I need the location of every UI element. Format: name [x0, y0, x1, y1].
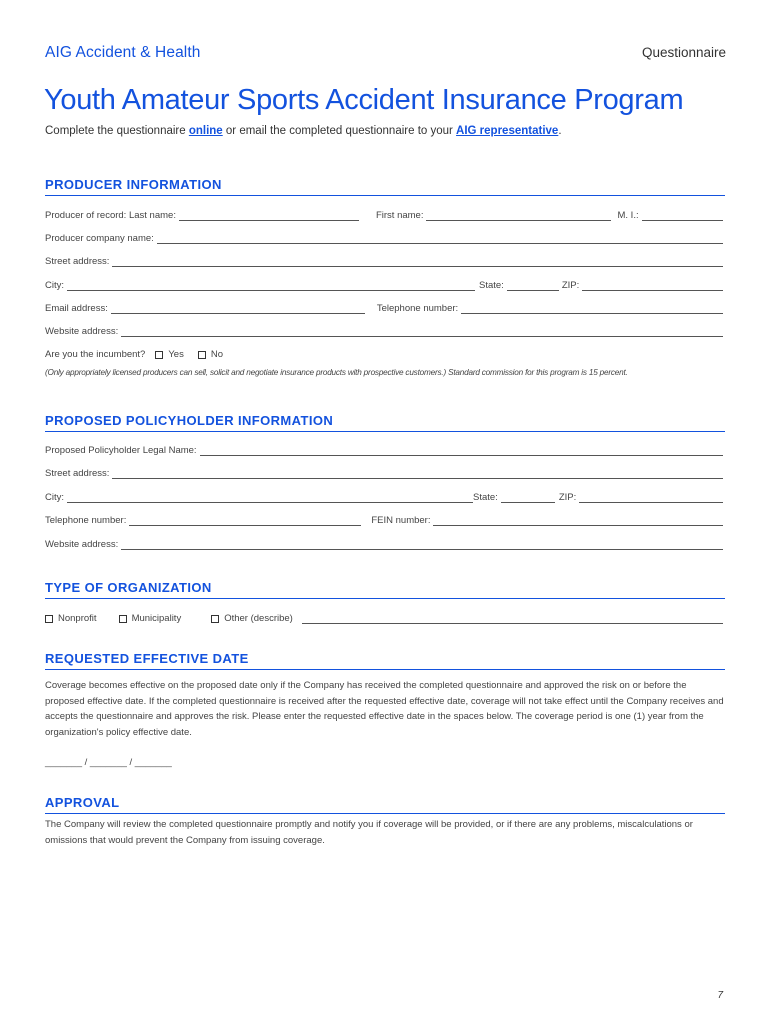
producer-mi-field[interactable]	[642, 210, 723, 221]
page-title: Youth Amateur Sports Accident Insurance Program	[44, 84, 684, 116]
organization-section-heading	[45, 579, 725, 599]
producer-note: (Only appropriately licensed producers can sell, solicit and negotiate insurance products with prospective customers.) Standard commission for this program is 15 percent.	[45, 368, 628, 377]
policyholder-fein-field[interactable]	[433, 515, 723, 526]
policyholder-state-field[interactable]	[501, 492, 555, 503]
yes-label: Yes	[168, 349, 184, 360]
producer-city-field[interactable]	[67, 280, 475, 291]
policyholder-city-label: City:	[45, 492, 64, 503]
producer-mi-label: M. I.:	[617, 210, 639, 221]
intro-before: Complete the questionnaire	[45, 125, 189, 137]
policyholder-street-row	[45, 463, 723, 479]
producer-city-row	[45, 275, 723, 291]
policyholder-heading-text: PROPOSED POLICYHOLDER INFORMATION	[45, 413, 334, 428]
producer-zip-field[interactable]	[582, 280, 723, 291]
policyholder-legal-name-label: Proposed Policyholder Legal Name:	[45, 445, 197, 456]
producer-last-name-field[interactable]	[179, 210, 359, 221]
producer-street-label: Street address:	[45, 256, 110, 267]
producer-email-label: Email address:	[45, 303, 108, 314]
nonprofit-option[interactable]	[45, 613, 97, 624]
producer-website-label: Website address:	[45, 326, 119, 337]
incumbent-yes-option[interactable]	[155, 349, 184, 360]
policyholder-fein-label: FEIN number:	[371, 515, 431, 526]
page-number: 7	[717, 990, 723, 1001]
online-link[interactable]: online	[188, 125, 223, 137]
policyholder-zip-field[interactable]	[579, 492, 723, 503]
policyholder-city-row	[45, 487, 723, 503]
no-checkbox[interactable]	[198, 351, 206, 359]
nonprofit-label: Nonprofit	[58, 613, 97, 624]
policyholder-website-row	[45, 534, 723, 550]
producer-email-field[interactable]	[111, 303, 365, 314]
policyholder-phone-label: Telephone number:	[45, 515, 127, 526]
policyholder-section-heading	[45, 412, 725, 432]
policyholder-legal-name-field[interactable]	[200, 445, 723, 456]
municipality-option[interactable]	[119, 613, 182, 624]
producer-state-label: State:	[479, 280, 504, 291]
producer-name-row	[45, 205, 723, 221]
policyholder-contact-row	[45, 510, 723, 526]
intro-middle: or email the completed questionnaire to your	[222, 125, 457, 137]
brand-name: AIG Accident & Health	[45, 44, 201, 61]
policyholder-street-label: Street address:	[45, 468, 110, 479]
organization-heading-text: TYPE OF ORGANIZATION	[45, 580, 212, 595]
policyholder-website-label: Website address:	[45, 539, 119, 550]
intro-text	[45, 125, 562, 137]
no-label: No	[210, 349, 223, 360]
producer-street-field[interactable]	[112, 256, 723, 267]
producer-company-label: Producer company name:	[45, 233, 154, 244]
effective-date-paragraph: Coverage becomes effective on the proposed date only if the Company has received the completed questionnaire and approved the risk on or before the proposed effective date. If the completed questionnaire is received after the requested effective date, coverage will not take effect until the Company receives and accepts the questionnaire and approves the risk. Please enter the requested effective date in the spaces below. The coverage period is one (1) year from the organization's policy effective date.	[45, 680, 724, 738]
policyholder-state-label: State:	[473, 492, 498, 503]
policyholder-website-field[interactable]	[121, 539, 723, 550]
producer-state-field[interactable]	[507, 280, 559, 291]
effective-date-heading-text: REQUESTED EFFECTIVE DATE	[45, 651, 249, 666]
effective-date-section-heading	[45, 650, 725, 670]
organization-type-row	[45, 608, 723, 624]
policyholder-phone-field[interactable]	[129, 515, 361, 526]
aig-representative-link[interactable]: AIG representative	[456, 125, 559, 137]
incumbent-label: Are you the incumbent?	[45, 349, 146, 360]
producer-phone-field[interactable]	[461, 303, 723, 314]
producer-website-field[interactable]	[121, 326, 723, 337]
yes-checkbox[interactable]	[155, 351, 163, 359]
policyholder-city-field[interactable]	[67, 492, 473, 503]
producer-company-field[interactable]	[157, 233, 723, 244]
effective-date-field[interactable]	[45, 752, 245, 768]
municipality-label: Municipality	[131, 613, 182, 624]
producer-company-row	[45, 228, 723, 244]
producer-first-name-label: First name:	[375, 210, 424, 221]
producer-website-row	[45, 321, 723, 337]
effective-date-blanks[interactable]: _______ / _______ / _______	[45, 757, 172, 768]
municipality-checkbox[interactable]	[119, 615, 127, 623]
approval-heading-text: APPROVAL	[45, 795, 120, 810]
producer-street-row	[45, 251, 723, 267]
producer-first-name-field[interactable]	[426, 210, 611, 221]
other-label: Other (describe)	[224, 613, 293, 624]
producer-last-name-label: Producer of record: Last name:	[45, 210, 176, 221]
producer-heading-text: PRODUCER INFORMATION	[45, 177, 222, 192]
other-checkbox[interactable]	[211, 615, 219, 623]
incumbent-no-option[interactable]	[198, 349, 223, 360]
producer-zip-label: ZIP:	[561, 280, 580, 291]
other-option[interactable]	[211, 613, 293, 624]
producer-phone-label: Telephone number:	[376, 303, 459, 314]
producer-section-heading	[45, 176, 725, 196]
policyholder-zip-label: ZIP:	[558, 492, 577, 503]
other-describe-field[interactable]	[302, 613, 723, 624]
policyholder-name-row	[45, 440, 723, 456]
incumbent-row	[45, 344, 723, 360]
producer-city-label: City:	[45, 280, 64, 291]
approval-paragraph: The Company will review the completed questionnaire promptly and notify you if coverage will be provided, or if there are any problems, miscalculations or omissions that would prevent the Company from issuing coverage.	[45, 819, 693, 846]
nonprofit-checkbox[interactable]	[45, 615, 53, 623]
producer-contact-row	[45, 298, 723, 314]
approval-section-heading	[45, 794, 725, 814]
intro-after: .	[558, 125, 562, 137]
policyholder-street-field[interactable]	[112, 468, 723, 479]
document-type: Questionnaire	[641, 45, 726, 60]
